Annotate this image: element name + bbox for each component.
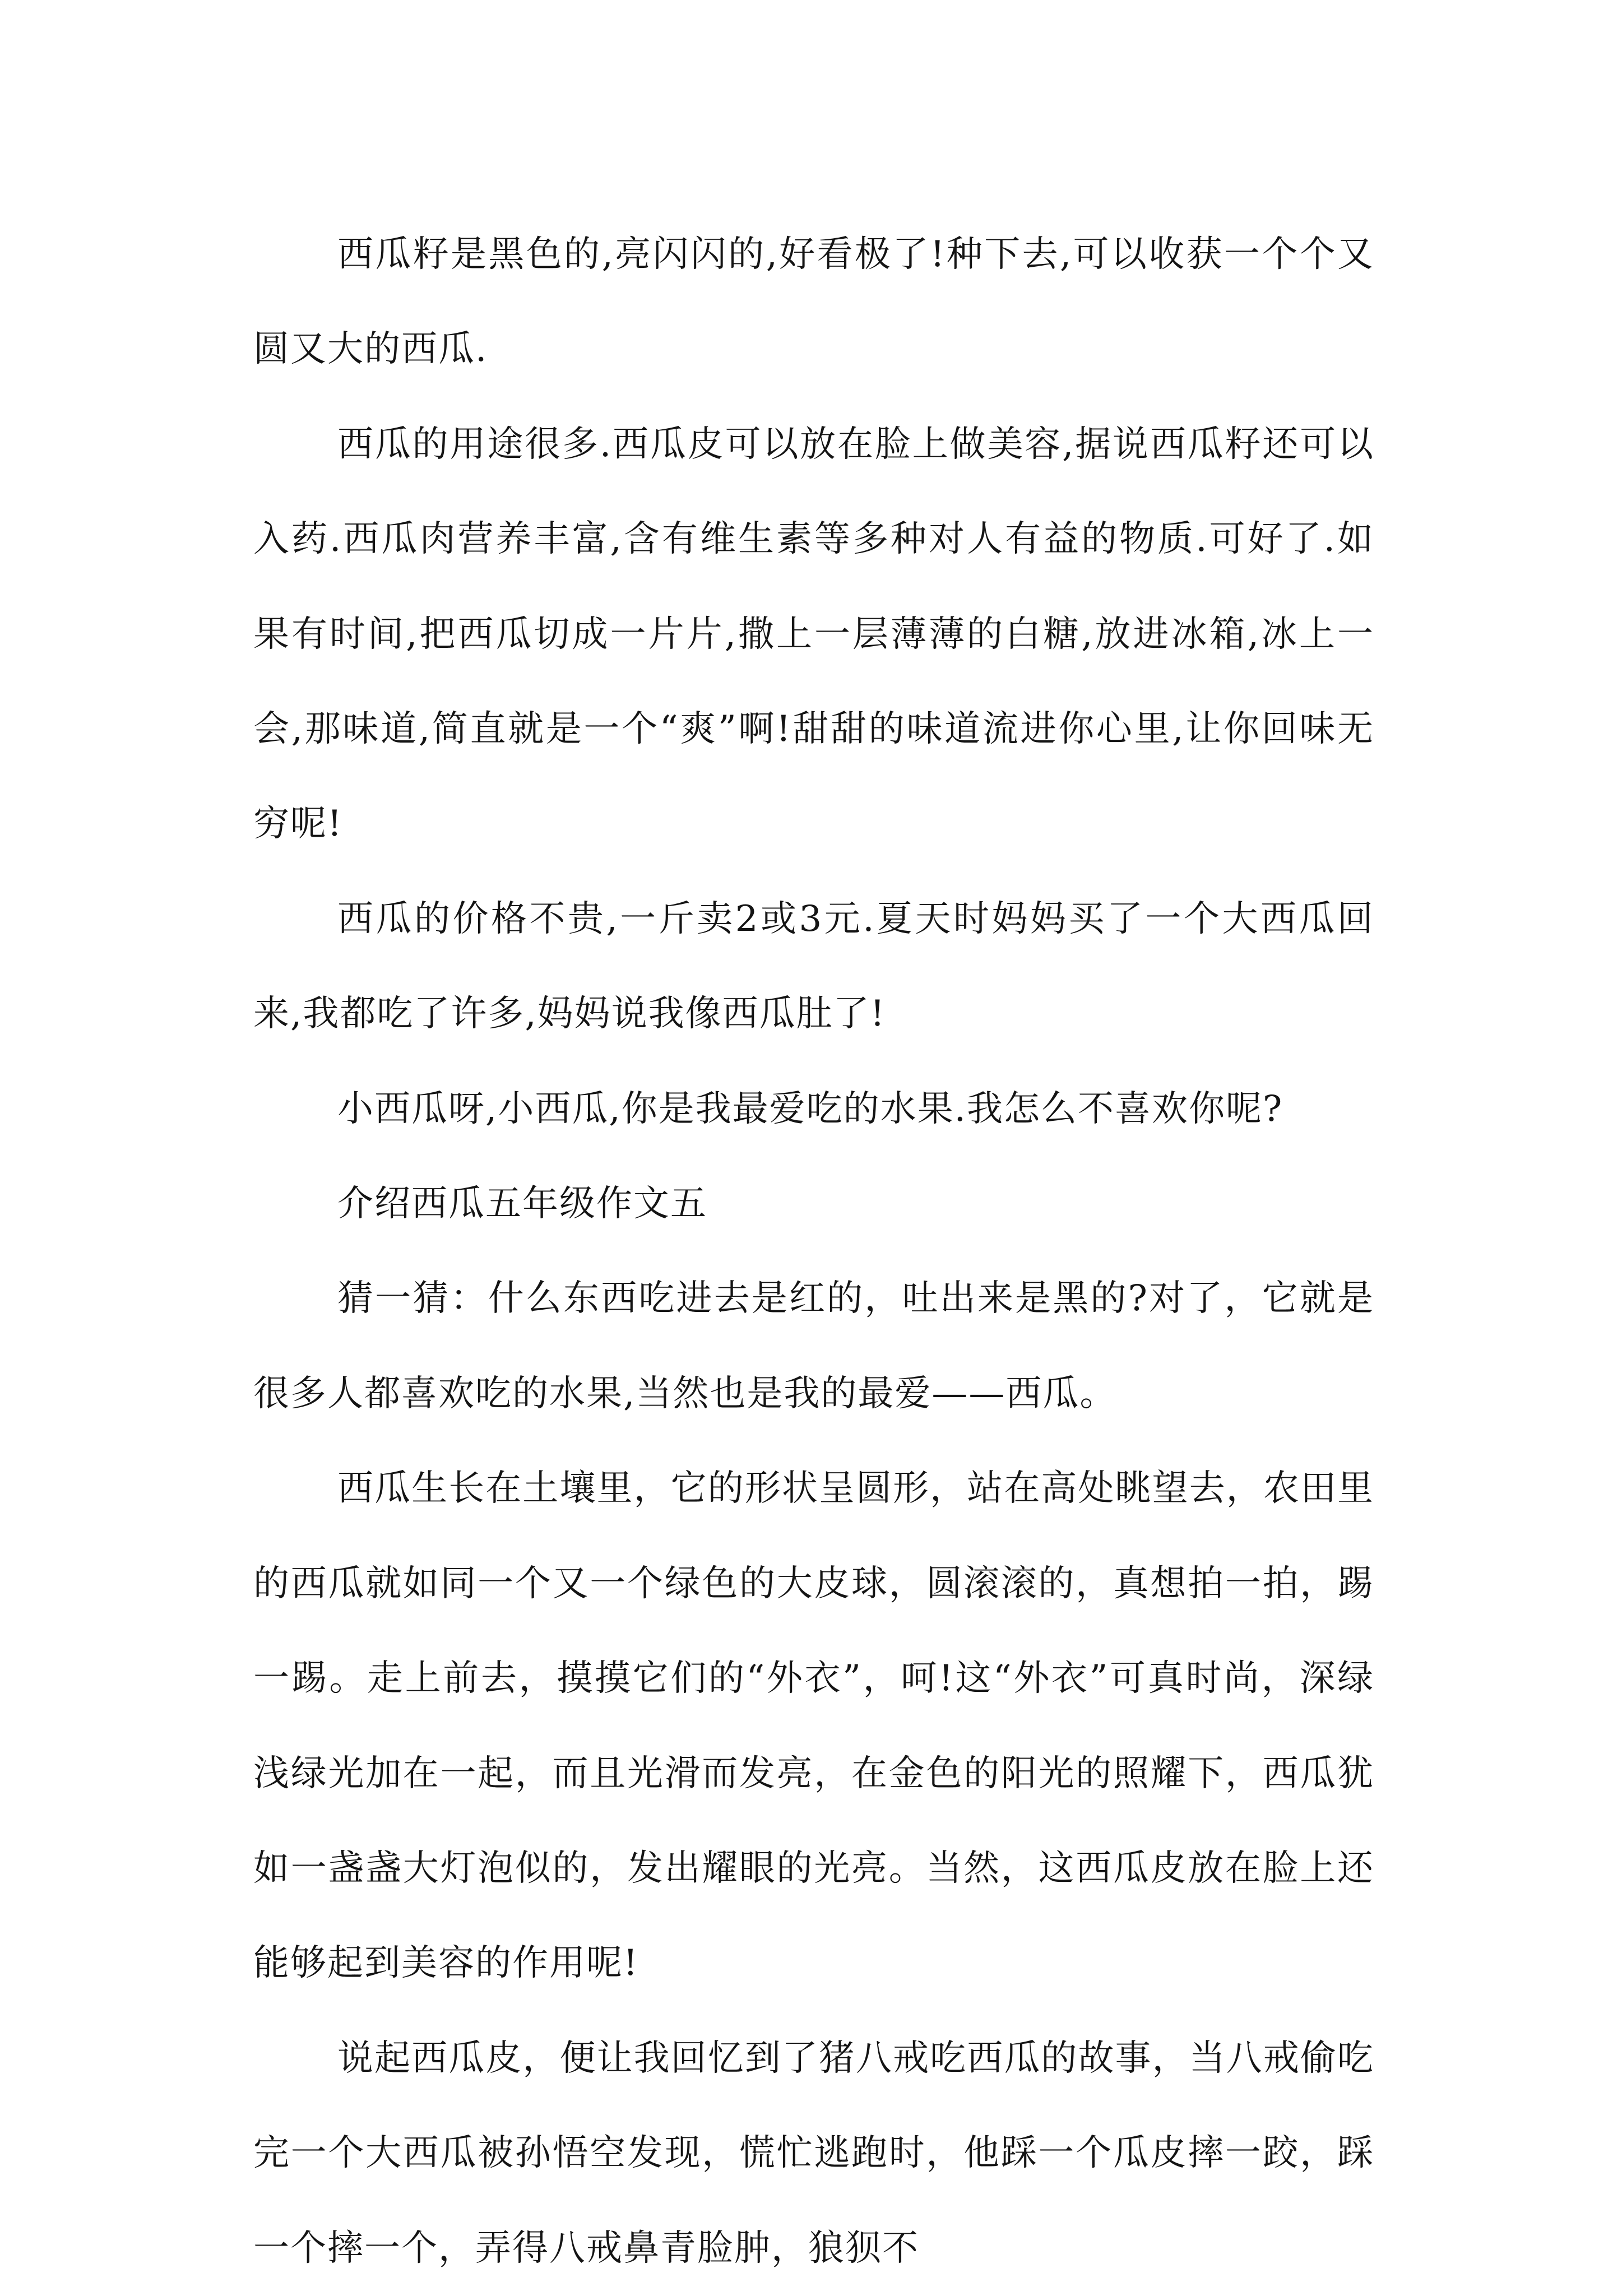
section-title: 介绍西瓜五年级作文五: [337, 1183, 707, 1225]
paragraph: 西瓜籽是黑色的,亮闪闪的,好看极了!种下去,可以收获一个个又圆又大的西瓜.: [253, 234, 1374, 370]
paragraph: 西瓜的用途很多.西瓜皮可以放在脸上做美容,据说西瓜籽还可以入药.西瓜肉营养丰富,含有维生素等多种对人有益的物质.可好了.如果有时间,把西瓜切成一片片,撒上一层薄薄的白糖,放进冰箱,冰上一会,那味道,简直就是一个“爽”啊!甜甜的味道流进你心里,让你回味无穷呢!: [253, 423, 1374, 845]
paragraph: 小西瓜呀,小西瓜,你是我最爱吃的水果.我怎么不喜欢你呢?: [337, 1088, 1283, 1130]
paragraph: 西瓜的价格不贵,一斤卖2或3元.夏天时妈妈买了一个大西瓜回来,我都吃了许多,妈妈说我像西瓜肚了!: [253, 898, 1374, 1035]
paragraph: 西瓜生长在土壤里，它的形状呈圆形，站在高处眺望去，农田里的西瓜就如同一个又一个绿色的大皮球，圆滚滚的，真想拍一拍，踢一踢。走上前去，摸摸它们的“外衣”，呵!这“外衣”可真时尚，深绿浅绿光加在一起，而且光滑而发亮，在金色的阳光的照耀下，西瓜犹如一盏盏大灯泡似的，发出耀眼的光亮。当然，这西瓜皮放在脸上还能够起到美容的作用呢!: [253, 1468, 1374, 1984]
paragraph: 猜一猜：什么东西吃进去是红的，吐出来是黑的?对了，它就是很多人都喜欢吃的水果,当然也是我的最爱——西瓜。: [253, 1278, 1374, 1414]
document-body: [253, 207, 1374, 2296]
paragraph: 说起西瓜皮，便让我回忆到了猪八戒吃西瓜的故事，当八戒偷吃完一个大西瓜被孙悟空发现，慌忙逃跑时，他踩一个瓜皮摔一跤，踩一个摔一个，弄得八戒鼻青脸肿，狼狈不: [253, 2037, 1374, 2269]
